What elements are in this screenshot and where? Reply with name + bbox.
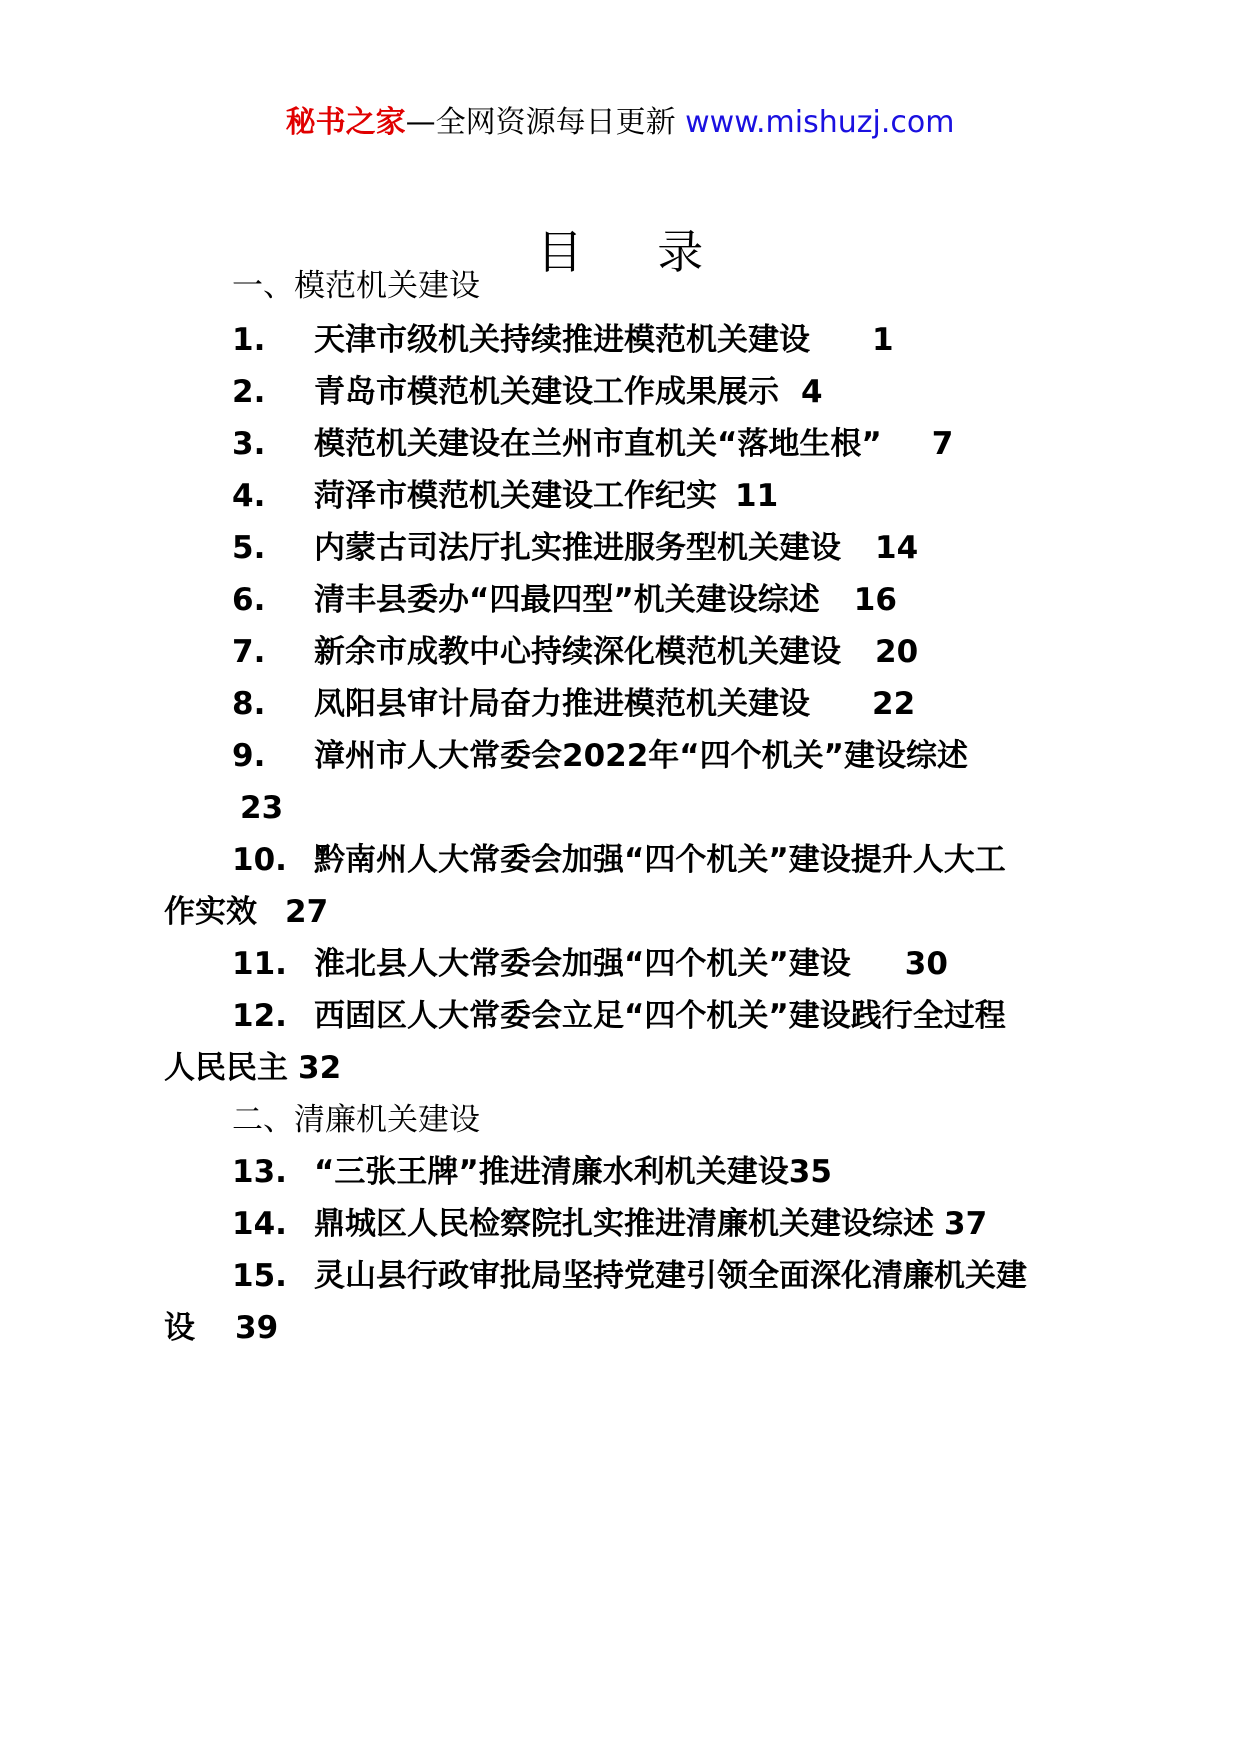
entry-number: 12. bbox=[232, 998, 287, 1034]
entry-title: 鼎城区人民检察院扎实推进清廉机关建设综述 bbox=[314, 1206, 934, 1242]
entry-page: 4 bbox=[801, 374, 823, 410]
entry-number: 5. bbox=[232, 530, 266, 566]
entry-title-continued: 人民民主 bbox=[164, 1050, 288, 1086]
entry-number: 14. bbox=[232, 1206, 287, 1242]
entry-title: 菏泽市模范机关建设工作纪实 bbox=[314, 478, 717, 514]
entry-number: 6. bbox=[232, 582, 266, 618]
toc-entry[interactable] bbox=[232, 944, 948, 984]
brand-name: 秘书之家 bbox=[285, 105, 406, 140]
toc-entry[interactable] bbox=[232, 320, 894, 360]
entry-number: 7. bbox=[232, 634, 266, 670]
entry-number: 10. bbox=[232, 842, 287, 878]
entry-title: 凤阳县审计局奋力推进模范机关建设 bbox=[314, 686, 810, 722]
toc-entry[interactable] bbox=[232, 580, 897, 620]
entry-title: “三张王牌”推进清廉水利机关建设 bbox=[314, 1154, 789, 1190]
entry-title-continued: 作实效 bbox=[164, 894, 257, 930]
entry-page: 32 bbox=[298, 1050, 342, 1086]
entry-number: 9. bbox=[232, 738, 266, 774]
entry-number: 4. bbox=[232, 478, 266, 514]
entry-page: 27 bbox=[285, 894, 329, 930]
entry-title: 模范机关建设在兰州市直机关“落地生根” bbox=[314, 426, 882, 462]
toc-entry[interactable] bbox=[232, 372, 823, 412]
toc-entry[interactable] bbox=[232, 684, 915, 724]
toc-entry[interactable] bbox=[232, 736, 968, 776]
entry-number: 3. bbox=[232, 426, 266, 462]
entry-title: 内蒙古司法厅扎实推进服务型机关建设 bbox=[314, 530, 841, 566]
toc-entry[interactable] bbox=[232, 1256, 1027, 1296]
slogan: —全网资源每日更新 bbox=[405, 105, 686, 140]
entry-title: 青岛市模范机关建设工作成果展示 bbox=[314, 374, 779, 410]
entry-title: 漳州市人大常委会2022年“四个机关”建设综述 bbox=[314, 738, 969, 774]
entry-title: 天津市级机关持续推进模范机关建设 bbox=[314, 322, 810, 358]
toc-entry-continuation[interactable] bbox=[164, 892, 328, 932]
toc-entry[interactable] bbox=[232, 528, 918, 568]
entry-number: 11. bbox=[232, 946, 287, 982]
site-header bbox=[0, 100, 1240, 146]
entry-page: 11 bbox=[735, 478, 779, 514]
entry-title: 灵山县行政审批局坚持党建引领全面深化清廉机关建 bbox=[314, 1258, 1027, 1294]
toc-title: 目 录 bbox=[536, 225, 734, 279]
toc-entry[interactable] bbox=[232, 840, 1006, 880]
entry-number: 2. bbox=[232, 374, 266, 410]
toc-entry-continuation[interactable] bbox=[164, 1308, 278, 1348]
entry-title: 清丰县委办“四最四型”机关建设综述 bbox=[314, 582, 820, 618]
entry-title: 黔南州人大常委会加强“四个机关”建设提升人大工 bbox=[314, 842, 1006, 878]
section-heading: 二、清廉机关建设 bbox=[232, 1102, 480, 1138]
entry-page: 20 bbox=[875, 634, 919, 670]
entry-page: 14 bbox=[875, 530, 919, 566]
entry-page: 16 bbox=[853, 582, 897, 618]
entry-page: 35 bbox=[788, 1154, 832, 1190]
entry-page: 23 bbox=[240, 790, 284, 826]
toc-entry[interactable] bbox=[232, 424, 953, 464]
entry-number: 15. bbox=[232, 1258, 287, 1294]
entry-page: 1 bbox=[872, 322, 894, 358]
entry-title-continued: 设 bbox=[164, 1310, 195, 1346]
entry-page: 7 bbox=[931, 426, 954, 462]
toc-entry[interactable] bbox=[232, 476, 778, 516]
entry-page: 39 bbox=[235, 1310, 279, 1346]
site-url-link[interactable]: www.mishuzj.com bbox=[685, 105, 955, 140]
toc-entry[interactable] bbox=[232, 1204, 987, 1244]
entry-number: 1. bbox=[232, 322, 266, 358]
entry-page: 37 bbox=[944, 1206, 988, 1242]
entry-title: 新余市成教中心持续深化模范机关建设 bbox=[314, 634, 841, 670]
entry-title: 淮北县人大常委会加强“四个机关”建设 bbox=[314, 946, 851, 982]
toc-entry-continuation[interactable] bbox=[164, 1048, 341, 1088]
section-heading: 一、模范机关建设 bbox=[232, 268, 480, 304]
entry-title: 西固区人大常委会立足“四个机关”建设践行全过程 bbox=[314, 998, 1006, 1034]
toc-entry[interactable] bbox=[232, 996, 1006, 1036]
entry-page: 22 bbox=[872, 686, 916, 722]
toc-entry[interactable] bbox=[232, 1152, 832, 1192]
entry-page: 30 bbox=[904, 946, 948, 982]
toc-entry[interactable] bbox=[232, 632, 918, 672]
entry-number: 13. bbox=[232, 1154, 287, 1190]
entry-number: 8. bbox=[232, 686, 266, 722]
